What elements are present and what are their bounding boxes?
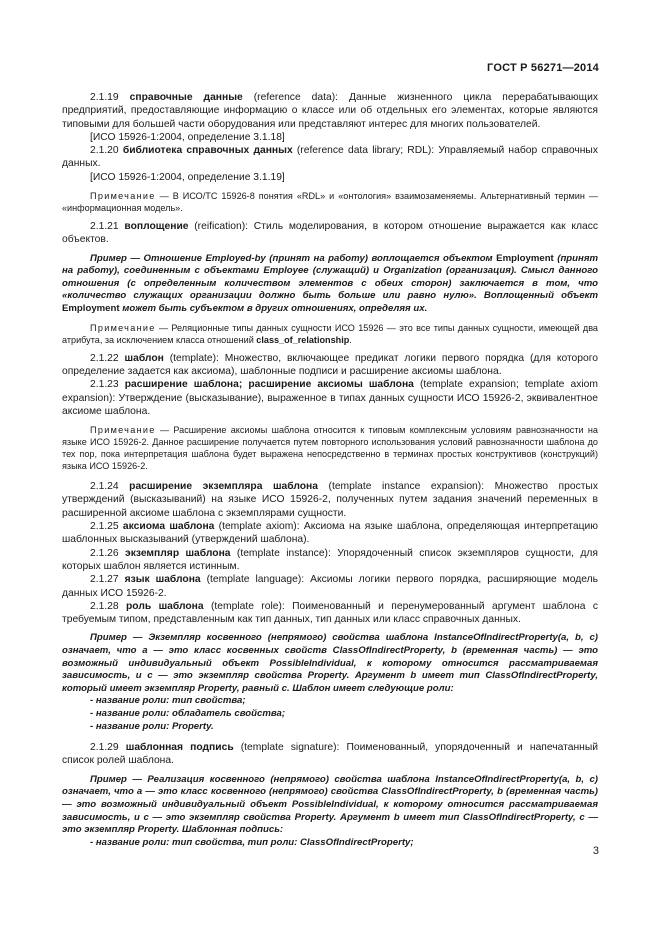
reference-2-1-20: [ИСО 15926-1:2004, определение 3.1.19] — [90, 171, 285, 183]
page-content — [62, 91, 598, 849]
term-template-role: роль шаблона — [126, 600, 204, 612]
definition-2-1-29: 2.1.29 шаблонная подпись (template signature): Поименованный, упорядоченный и напечатанный список ролей шаблона. — [62, 742, 598, 767]
definition-2-1-24: 2.1.24 расширение экземпляра шаблона (template instance expansion): Множество простых утверждений (высказываний) на языке ИСО 15926-2, полученных путем задания значений переменных в расширенной аксиоме шаблона с экземплярами сущности. — [62, 481, 598, 519]
definition-2-1-26: 2.1.26 экземпляр шаблона (template instance): Упорядоченный список экземпляров сущности, для которых шаблон является истинным. — [62, 547, 598, 572]
note-3: Примечание — Расширение аксиомы шаблона относится к типовым комплексным условиям равнозначности на языке ИСО 15926-2. Данное расширение получается путем повторного использования условий равнозначности шаблона до тех пор, пока интерпретация шаблона будет выражена непосредственно в терминах простых конструктивов (конструкций) языка ИСО 15926-2. — [62, 425, 598, 472]
term-template-signature: шаблонная подпись — [125, 742, 234, 754]
note-1: Примечание — В ИСО/ТС 15926-8 понятия «RDL» и «онтология» взаимозаменяемы. Альтернативный термин — «информационная модель». — [62, 191, 598, 214]
example-2-item: - название роли: тип свойства; — [90, 695, 246, 707]
term-reference-data: справочные данные — [129, 92, 243, 103]
note-2: Примечание — Реляционные типы данных сущности ИСО 15926 — это все типы данных сущности, имеющей два атрибута, за исключением класса отношений class_of_relationship. — [62, 322, 598, 345]
page-number: 3 — [592, 845, 599, 857]
definition-2-1-28: 2.1.28 роль шаблона (template role): Поименованный и перенумерованный аргумент шаблона с требуемым типом, представленным как тип данных, тип данных или класс справочных данных. — [62, 600, 599, 626]
term-template-axiom: аксиома шаблона — [122, 521, 215, 533]
definition-2-1-25: 2.1.25 аксиома шаблона (template axiom): Аксиома на языке шаблона, определяющая интерпретацию шаблонных высказываний (утверждений шаблона). — [62, 521, 598, 546]
term-rdl: библиотека справочных данных — [122, 145, 293, 157]
term-template-expansion: расширение шаблона; расширение аксиомы шаблона — [124, 379, 414, 391]
definition-2-1-27: 2.1.27 язык шаблона (template language): Аксиомы логики первого порядка, расширяющие модель данных ИСО 15926-2. — [62, 574, 598, 599]
definition-2-1-20: 2.1.20 библиотека справочных данных (reference data library; RDL): Управляемый набор справочных данных. — [62, 145, 598, 170]
example-2: Пример — Экземпляр косвенного (непрямого) свойства шаблона InstanceOfIndirectProperty(a, b, c) означает, что a — это класс косвенных свойств ClassOfIndirectProperty, b (временная часть) — это возможный индивидуальный объект PossibleIndividual, к которому относится рассматриваемая зависимость, и c — это экземпляр свойства Property. Аргумент b имеет тип ClassOfIndirectProperty, который имеет экземпляр Property, равный c. Шаблон имеет следующие роли: — [62, 632, 598, 694]
definition-2-1-23: 2.1.23 расширение шаблона; расширение аксиомы шаблона (template expansion; template axiom expansion): Утверждение (высказывание), выраженное в типах данных сущности ИСО 15926-2, эквивалентное аксиоме шаблона. — [62, 379, 598, 417]
term-template-language: язык шаблона — [124, 574, 201, 586]
definition-2-1-22: 2.1.22 шаблон (template): Множество, включающее предикат логики первого порядка (для которого определение задается как аксиома), шаблонные подписи и расширение аксиомы шаблона. — [62, 352, 598, 377]
reference-2-1-19: [ИСО 15926-1:2004, определение 3.1.18] — [90, 131, 285, 143]
example-3-item: - название роли: тип свойства, тип роли: ClassOfIndirectProperty; — [90, 836, 414, 848]
definition-2-1-21: 2.1.21 воплощение (reification): Стиль моделирования, в котором отношение выражается как класс объектов. — [62, 221, 598, 246]
definition-2-1-19: 2.1.19 справочные данные (reference data): Данные жизненного цикла перерабатывающих предприятий, предоставляющие информацию о классе или об отдельных его элементах, которые являются типовыми для большей части оборудования или представляют интерес для многих пользователей. — [62, 92, 598, 130]
term-template-instance: экземпляр шаблона — [125, 547, 231, 559]
term-template-instance-expansion: расширение экземпляра шаблона — [129, 481, 319, 493]
example-2-item: - название роли: обладатель свойства; — [90, 707, 286, 719]
example-1: Пример — Отношение Employed-by (принят на работу) воплощается объектом Employment (принят на работу), соединенным с объектами Employee (служащий) и Organization (организация). Смысл данного отношения (с определенным количеством элементов с обеих сторон) заключается в том, что «количество служащих организации должно быть больше или равно нулю». Воплощенный объект Employment может быть субъектом в других отношениях, определяя их. — [62, 252, 599, 315]
example-3: Пример — Реализация косвенного (непрямого) свойства шаблона InstanceOfIndirectProperty(a, b, c) означает, что a — это класс косвенного (непрямого) свойства ClassOfIndirectProperty, b (временная часть) — это возможный индивидуальный объект PossibleIndividual, к которому относится рассматриваемая зависимость, и c — это экземпляр свойства Property. Аргумент b имеет тип ClassOfIndirectProperty, c — это экземпляр Property. Шаблонная подпись: — [62, 773, 598, 836]
term-template: шаблон — [124, 352, 164, 364]
standard-header: ГОСТ Р 56271—2014 — [487, 62, 599, 74]
term-reification: воплощение — [124, 221, 189, 233]
example-2-item: - название роли: Property. — [90, 720, 214, 732]
